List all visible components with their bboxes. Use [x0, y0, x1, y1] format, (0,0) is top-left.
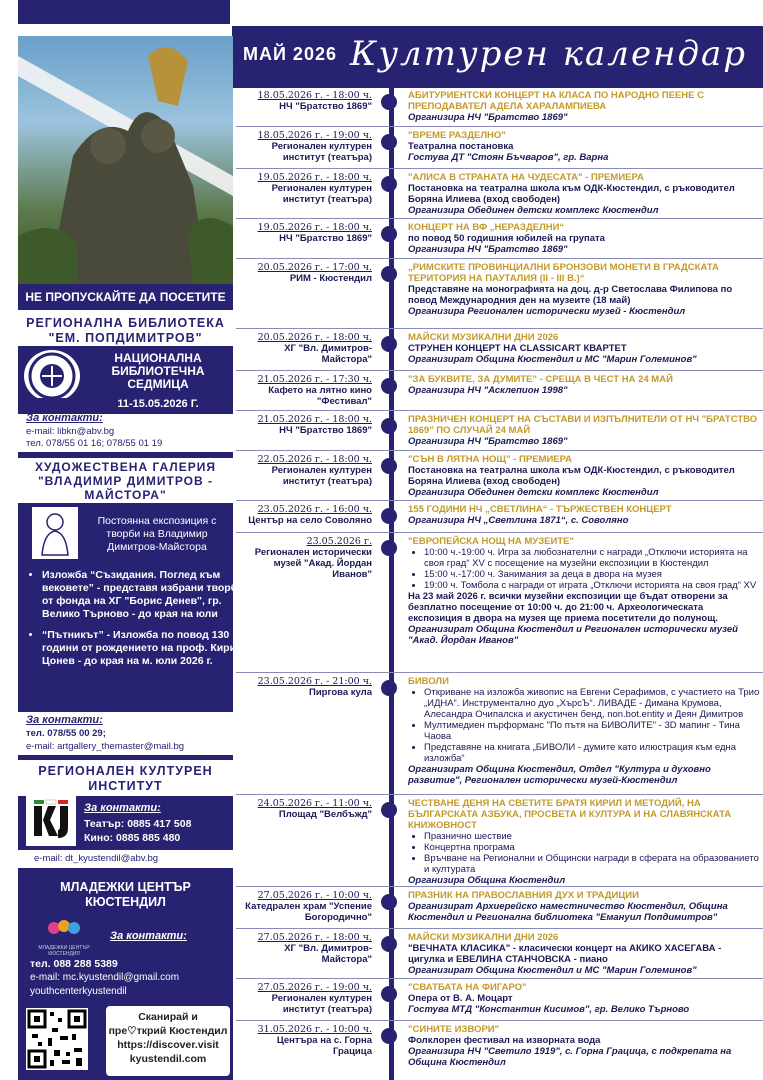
event-datetime [236, 504, 372, 526]
event-date: 21.05.2026 г. - 17:30 ч. [257, 374, 372, 385]
event-title: МАЙСКИ МУЗИКАЛНИ ДНИ 2026 [408, 932, 559, 943]
timeline-dot [381, 134, 397, 150]
event-place: Пиргова кула [309, 687, 372, 698]
event-body: Представяне на монографията на доц. д-р Светослава Филипова по повод Международния ден на музеите (18 май) [408, 284, 733, 306]
event-organizer: Организират Община Кюстендил, Отдел "Култура и духовно развитие", Регионален исторически музей-Кюстендил [408, 764, 711, 786]
event-place: Регионален културен институт (театъра) [271, 993, 372, 1015]
event-separator [236, 1020, 763, 1021]
timeline-dot [381, 540, 397, 556]
event-title: "СВАТБАТА НА ФИГАРО" [408, 982, 527, 993]
event-datetime [236, 536, 372, 580]
library-contacts-label: За контакти: [26, 412, 103, 424]
event-datetime [236, 982, 372, 1015]
event-details [408, 536, 760, 646]
timeline-dot [381, 176, 397, 192]
event-place: Регионален културен институт (театъра) [271, 465, 372, 487]
event-details [408, 798, 760, 886]
event-place: ХГ "Вл. Димитров-Майстора" [284, 943, 372, 965]
event-organizer: Организира НЧ "Асклепион 1998" [408, 385, 568, 396]
event-title: "СИНИТЕ ИЗВОРИ" [408, 1024, 500, 1035]
event-title: МАЙСКИ МУЗИКАЛНИ ДНИ 2026 [408, 332, 559, 343]
event-body: Фолклорен фестивал на изворната вода [408, 1035, 601, 1046]
event-datetime [236, 222, 372, 244]
discover-box [18, 1002, 233, 1080]
event-bullets [408, 687, 760, 764]
event-title: ЧЕСТВАНЕ ДЕНЯ НА СВЕТИТЕ БРАТЯ КИРИЛ И МЕТОДИЙ, НА БЪЛГАРСКАТА АЗБУКА, ПРОСВЕТА И КУЛТУРА И НА СЛАВЯНСКАТА КНИЖОВНОСТ [408, 798, 732, 831]
qr-code[interactable] [26, 1008, 88, 1070]
event-details [408, 504, 760, 526]
event-place: Регионален културен институт (театъра) [271, 183, 372, 205]
event-date: 24.05.2026 г. - 11:00 ч. [257, 798, 372, 809]
week-line2: БИБЛИОТЕЧНА [111, 364, 205, 378]
institute-contacts-label: За контакти: [84, 802, 161, 814]
gallery-logo [32, 507, 78, 559]
gallery-phone[interactable]: тел. 078/55 00 29; [26, 728, 106, 739]
institute-name-2: ИНСТИТУТ [88, 779, 163, 793]
event-organizer: Организира НЧ "Светило 1919", с. Горна Грацица, с подкрепата на Община Кюстендил [408, 1046, 732, 1068]
event-place: Кафето на лятно кино "Фестивал" [268, 385, 372, 407]
gallery-contacts-label: За контакти: [26, 714, 103, 726]
event-body: Постановка на театрална школа към ОДК-Кюстендил, с ръководител Боряна Илиева (вход свободен) [408, 183, 735, 205]
library-name-2: "ЕМ. ПОПДИМИТРОВ" [48, 331, 203, 345]
event-bullet: • Концертна програма [424, 842, 760, 853]
event-separator [236, 532, 763, 533]
event-place: НЧ "Братство 1869" [279, 101, 372, 112]
gallery-item-1: • Изложба “Съзидания. Поглед към вековете” - представя избрани творби от фонда на ХГ "Борис Денев", гр. Велико Търново - до края на юли [42, 569, 250, 621]
timeline-dot [381, 936, 397, 952]
youth-logo [34, 918, 94, 957]
event-organizer: Гостува ДТ "Стоян Бъчваров", гр. Варна [408, 152, 609, 163]
event-bullet: • 19:00 ч. Томбола с награди от играта „Отключи историята на своя град“ XV [424, 580, 760, 591]
event-separator [236, 886, 763, 887]
timeline-dot [381, 894, 397, 910]
timeline-dot [381, 986, 397, 1002]
event-organizer: Гостува МТД "Константин Кисимов", гр. Велико Търново [408, 1004, 690, 1015]
event-organizer: Организира НЧ „Светлина 1871“, с. Соволяно [408, 515, 629, 526]
event-place: Регионален исторически музей "Акад. Йордан Иванов" [254, 547, 372, 580]
gallery-name-2: "ВЛАДИМИР ДИМИТРОВ - [37, 474, 214, 488]
event-details [408, 932, 760, 976]
youth-phone[interactable]: тел. 088 288 5389 [30, 958, 118, 970]
event-place: НЧ "Братство 1869" [279, 233, 372, 244]
event-details [408, 222, 760, 255]
event-separator [236, 928, 763, 929]
event-date: 18.05.2026 г. - 19:00 ч. [257, 130, 372, 141]
week-line3: СЕДМИЦА [127, 377, 189, 391]
event-body: по повод 50 годишния юбилей на групата [408, 233, 605, 244]
institute-cinema[interactable]: Кино: 0885 885 480 [84, 832, 181, 844]
event-separator [236, 370, 763, 371]
event-place: ХГ "Вл. Димитров-Майстора" [284, 343, 372, 365]
event-body: Опера от В. А. Моцарт [408, 993, 513, 1004]
library-name-1: РЕГИОНАЛНА БИБЛИОТЕКА [26, 316, 225, 330]
event-place: Катедрален храм "Успение Богородично" [245, 901, 372, 923]
event-place: Център на село Соволяно [248, 515, 372, 526]
event-organizer: Организира НЧ "Братство 1869" [408, 436, 568, 447]
event-place: Площад "Велбъжд" [278, 809, 372, 820]
youth-web[interactable]: youthcenterkyustendil [30, 986, 127, 997]
event-details [408, 454, 760, 498]
event-separator [236, 218, 763, 219]
event-date: 27.05.2026 г. - 19:00 ч. [257, 982, 372, 993]
library-email[interactable]: e-mail: libkn@abv.bg [26, 426, 115, 437]
event-organizer: Организира Обединен детски комплекс Кюстендил [408, 205, 659, 216]
event-separator [236, 126, 763, 127]
event-datetime [236, 262, 372, 284]
event-date: 20.05.2026 г. - 18:00 ч. [257, 332, 372, 343]
gallery-name [18, 460, 233, 502]
library-phone[interactable]: тел. 078/55 01 16; 078/55 01 19 [26, 438, 163, 449]
event-date: 27.05.2026 г. - 18:00 ч. [257, 932, 372, 943]
event-body: СТРУНЕН КОНЦЕРТ НА CLASSICART КВАРТЕТ [408, 343, 627, 354]
event-title: 155 ГОДИНИ НЧ „СВЕТЛИНА“ - ТЪРЖЕСТВЕН КОНЦЕРТ [408, 504, 672, 515]
institute-email[interactable]: e-mail: dt_kyustendil@abv.bg [34, 853, 159, 864]
event-title: КОНЦЕРТ НА ВФ „НЕРАЗДЕЛНИ“ [408, 222, 565, 233]
event-date: 23.05.2026 г. - 16:00 ч. [257, 504, 372, 515]
event-title: "СЪН В ЛЯТНА НОЩ" - ПРЕМИЕРА [408, 454, 572, 465]
event-bullets [408, 831, 760, 875]
event-organizer: Организират Община Кюстендил и МС "Марин Големинов" [408, 965, 697, 976]
event-separator [236, 450, 763, 451]
event-date: 22.05.2026 г. - 18:00 ч. [257, 454, 372, 465]
institute-name-1: РЕГИОНАЛЕН КУЛТУРЕН [38, 764, 213, 778]
event-details [408, 130, 760, 163]
event-title: ПРАЗНИК НА ПРАВОСЛАВНИЯ ДУХ И ТРАДИЦИИ [408, 890, 639, 901]
event-datetime [236, 90, 372, 112]
event-datetime [236, 890, 372, 923]
youth-contacts-label: За контакти: [110, 930, 187, 942]
event-datetime [236, 932, 372, 965]
institute-theatre[interactable]: Театър: 0885 417 508 [84, 818, 192, 830]
timeline-dot [381, 378, 397, 394]
event-bullet: • Връчване на Регионални и Общински награди в сферата на образованието и културата [424, 853, 760, 875]
youth-name-1: МЛАДЕЖКИ ЦЕНТЪР [60, 880, 191, 894]
event-separator [236, 328, 763, 329]
youth-email[interactable]: e-mail: mc.kyustendil@gmail.com [30, 972, 180, 983]
event-separator [236, 500, 763, 501]
institute-name [18, 764, 233, 794]
event-place: РИМ - Кюстендил [289, 273, 372, 284]
event-bullet: • Представяне на книгата „БИВОЛИ - думите като илюстрация към една изложба“ [424, 742, 760, 764]
page-title: Културен календар [350, 34, 748, 74]
timeline-dot [381, 458, 397, 474]
event-datetime [236, 798, 372, 820]
event-datetime [236, 414, 372, 436]
event-separator [236, 672, 763, 673]
event-title: „РИМСКИТЕ ПРОВИНЦИАЛНИ БРОНЗОВИ МОНЕТИ В ГРАДСКАТА ТЕРИТОРИЯ НА ПАУТАЛИЯ (II - III В.)“ [408, 262, 719, 284]
event-date: 20.05.2026 г. - 17:00 ч. [257, 262, 372, 273]
event-bullet: • 10:00 ч.-19:00 ч. Игра за любознателни с награди „Отключи историята на своя град“ XV с посещение на музейни експозиции в Кюстендил [424, 547, 760, 569]
divider [18, 452, 233, 458]
event-organizer: Организира Община Кюстендил [408, 875, 566, 886]
gallery-name-3: МАЙСТОРА" [84, 488, 167, 502]
timeline-dot [381, 802, 397, 818]
monument-illustration [18, 36, 233, 286]
timeline-dot [381, 336, 397, 352]
event-datetime [236, 1024, 372, 1057]
event-datetime [236, 172, 372, 205]
event-separator [236, 794, 763, 795]
timeline-dot [381, 680, 397, 696]
discover-line2: пре♡ткрий Кюстендил [108, 1025, 228, 1037]
event-separator [236, 168, 763, 169]
event-bullet: • Откриване на изложба живопис на Евгени Серафимов, с участието на Трио „ИДНА“. Инструментално дуо „ХърсЪ“. ЛИВАДЕ - Димана Крумова, Алесандра Очипалска и акустичен бенд, non.bot.entity и Деян Димитров [424, 687, 760, 720]
event-title: "ЗА БУКВИТЕ, ЗА ДУМИТЕ" - СРЕЩА В ЧЕСТ НА 24 МАЙ [408, 374, 673, 385]
gallery-box [18, 503, 244, 712]
gallery-name-1: ХУДОЖЕСТВЕНА ГАЛЕРИЯ [34, 460, 216, 474]
youth-box [18, 872, 233, 1002]
event-details [408, 374, 760, 396]
event-date: 31.05.2026 г. - 10:00 ч. [257, 1024, 372, 1035]
youth-logo-text: МЛАДЕЖКИ ЦЕНТЪР КЮСТЕНДИЛ [38, 945, 90, 957]
event-details [408, 414, 760, 447]
timeline-dot [381, 226, 397, 242]
event-organizer: Организират Община Кюстендил и МС "Марин Големинов" [408, 354, 697, 365]
event-date: 23.05.2026 г. - 21:00 ч. [257, 676, 372, 687]
event-date: 19.05.2026 г. - 18:00 ч. [257, 222, 372, 233]
event-details [408, 982, 760, 1015]
event-organizer: Организира НЧ "Братство 1869" [408, 112, 568, 123]
divider [18, 755, 233, 760]
event-bullet: • Мултимедиен пърформанс "По пътя на БИВОЛИТЕ" - 3D мапинг - Тина Чаова [424, 720, 760, 742]
event-title: "ВРЕМЕ РАЗДЕЛНО" [408, 130, 506, 141]
event-title: ПРАЗНИЧЕН КОНЦЕРТ НА СЪСТАВИ И ИЗПЪЛНИТЕЛИ ОТ НЧ "БРАТСТВО 1869" ПО СЛУЧАЙ 24 МАЙ [408, 414, 758, 436]
event-place: НЧ "Братство 1869" [279, 425, 372, 436]
event-details [408, 332, 760, 365]
event-organizer: Организират Община Кюстендил и Регионален исторически музей "Акад. Йордан Иванов" [408, 624, 738, 646]
institute-logo [26, 796, 76, 846]
event-organizer: Организира Обединен детски комплекс Кюстендил [408, 487, 659, 498]
month-label: МАЙ 2026 [243, 44, 337, 64]
event-place: Регионален културен институт (театъра) [271, 141, 372, 163]
event-organizer: Организират Архиерейско наместничество Кюстендил, Община Кюстендил и Регионална библиотека "Емануил Попдимитров" [408, 901, 728, 923]
event-datetime [236, 676, 372, 698]
event-datetime [236, 454, 372, 487]
event-place: Центъра на с. Горна Грацица [276, 1035, 372, 1057]
event-details [408, 1024, 760, 1068]
event-date: 23.05.2026 г. [306, 536, 372, 547]
event-bullets [408, 547, 760, 591]
event-bullet: • 15:00 ч.-17:00 ч. Занимания за деца в двора на музея [424, 569, 760, 580]
event-organizer: Организира Регионален исторически музей - Кюстендил [408, 306, 686, 317]
gallery-item-2: • “Пътникът” - Изложба по повод 130 години от рождението на проф. Кирил Цонев - до края на м. юли 2026 г. [42, 629, 250, 668]
library-week-box [18, 346, 233, 406]
discover-line3[interactable]: https://discover.visit [117, 1039, 219, 1051]
event-details [408, 262, 760, 317]
timeline-dot [381, 508, 397, 524]
event-separator [236, 410, 763, 411]
event-date: 18.05.2026 г. - 18:00 ч. [257, 90, 372, 101]
event-body: Театрална постановка [408, 141, 514, 152]
timeline-dot [381, 1028, 397, 1044]
event-datetime [236, 130, 372, 163]
institute-box [18, 796, 233, 850]
event-body: "ВЕЧНАТА КЛАСИКА" - класически концерт на АКИКО ХАСЕГАВА - цигулка и ЕВЕЛИНА СТАНЧОВСКА - пиано [408, 943, 722, 965]
week-dates: 11-15.05.2026 Г. [117, 398, 199, 410]
event-date: 27.05.2026 г. - 10:00 ч. [257, 890, 372, 901]
event-separator [236, 978, 763, 979]
event-title: АБИТУРИЕНТСКИ КОНЦЕРТ НА КЛАСА ПО НАРОДНО ПЕЕНЕ С ПРЕПОДАВАТЕЛ АДЕЛА ХАРАЛАМПИЕВА [408, 90, 704, 112]
timeline-dot [381, 94, 397, 110]
event-title: "АЛИСА В СТРАНАТА НА ЧУДЕСАТА" - ПРЕМИЕРА [408, 172, 644, 183]
event-datetime [236, 332, 372, 365]
event-title: БИВОЛИ [408, 676, 449, 687]
youth-name-2: КЮСТЕНДИЛ [85, 895, 166, 909]
discover-line4[interactable]: kyustendil.com [129, 1053, 207, 1065]
event-body: На 23 май 2026 г. всички музейни експозиции ще бъдат отворени за безплатно посещение от 10:00 ч. до 21:00 ч. Археологическата експозиция в двора на музея ще приема посетители до полунощ. [408, 591, 728, 624]
timeline-dot [381, 418, 397, 434]
event-details [408, 890, 760, 923]
event-organizer: Организира НЧ "Братство 1869" [408, 244, 568, 255]
timeline-dot [381, 266, 397, 282]
event-date: 21.05.2026 г. - 18:00 ч. [257, 414, 372, 425]
event-bullet: • Празнично шествие [424, 831, 760, 842]
discover-line1: Сканирай и [138, 1011, 198, 1023]
gallery-permanent: Постоянна експозиция с творби на Владимир Димитров-Майстора [97, 515, 217, 553]
event-details [408, 90, 760, 123]
top-decor-bar [18, 0, 230, 24]
event-separator [236, 258, 763, 259]
visit-banner: НЕ ПРОПУСКАЙТЕ ДА ПОСЕТИТЕ [18, 284, 233, 310]
gallery-email[interactable]: e-mail: artgallery_themaster@mail.bg [26, 741, 185, 752]
event-datetime [236, 374, 372, 407]
monument-photo [18, 36, 233, 286]
week-line1: НАЦИОНАЛНА [114, 351, 202, 365]
event-date: 19.05.2026 г. - 18:00 ч. [257, 172, 372, 183]
event-title: "ЕВРОПЕЙСКА НОЩ НА МУЗЕИТЕ" [408, 536, 574, 547]
library-logo [24, 350, 80, 402]
event-details [408, 172, 760, 216]
event-body: Постановка на театрална школа към ОДК-Кюстендил, с ръководител Боряна Илиева (вход свободен) [408, 465, 735, 487]
event-details [408, 676, 760, 786]
